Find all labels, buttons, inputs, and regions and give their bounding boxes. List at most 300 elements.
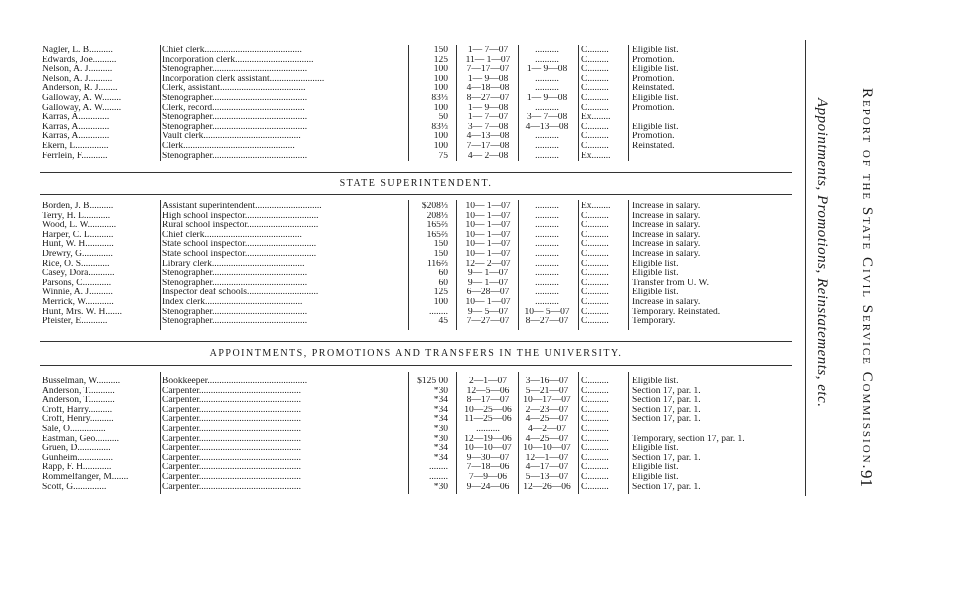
horizontal-rule — [40, 172, 792, 173]
date-cell: 4—17—07 — [525, 463, 569, 473]
table-row — [40, 240, 790, 250]
status-cell: C......... — [581, 453, 609, 463]
table-row — [40, 132, 790, 142]
table-row — [40, 212, 790, 222]
name-cell: Edwards, Joe.......... — [42, 55, 117, 65]
position-cell: Vault clerk......................................... — [162, 132, 301, 142]
name-cell: Ferrlein, F........... — [42, 151, 108, 161]
salary-cell: *34 — [433, 444, 448, 454]
position-cell: Carpenter........................................... — [162, 463, 302, 473]
remarks-cell: Eligible list. — [632, 259, 679, 269]
salary-cell: 165⅔ — [426, 230, 448, 240]
name-cell: Scott, G.............. — [42, 482, 107, 492]
date-cell: 7—9—06 — [469, 472, 507, 482]
date-cell: .......... — [476, 424, 500, 434]
remarks-cell: Eligible list. — [632, 444, 679, 454]
salary-cell: *30 — [433, 482, 448, 492]
position-cell: Carpenter........................................... — [162, 444, 302, 454]
date-cell: 10— 5—07 — [524, 307, 570, 317]
table-row — [40, 250, 790, 260]
remarks-cell: Eligible list. — [632, 377, 679, 386]
position-cell: Inspector deaf schools.............................. — [162, 288, 319, 298]
name-cell: Croft, Henry.......... — [42, 415, 114, 425]
position-cell: Chief clerk......................................... — [162, 230, 302, 240]
salary-cell: 60 — [438, 278, 448, 288]
table-row — [40, 260, 790, 270]
status-cell: C......... — [581, 249, 609, 259]
salary-cell: 100 — [433, 297, 448, 307]
salary-cell: $208⅓ — [421, 202, 448, 211]
status-cell: C......... — [581, 122, 609, 132]
salary-cell: 100 — [433, 74, 448, 84]
date-cell: 11— 1—07 — [465, 55, 511, 65]
remarks-cell: Eligible list. — [632, 269, 679, 279]
date-cell: 9— 1—07 — [467, 278, 509, 288]
table-row — [40, 317, 790, 327]
date-cell: .......... — [535, 211, 559, 221]
status-cell: C......... — [581, 132, 609, 142]
salary-cell: 165⅔ — [426, 221, 448, 231]
position-cell: Rural school inspector.............................. — [162, 221, 319, 231]
name-cell: Pfeister, E........... — [42, 317, 108, 327]
remarks-cell: Increase in salary. — [632, 211, 701, 221]
position-cell: Clerk, record....................................... — [162, 103, 305, 113]
salary-cell: *34 — [433, 415, 448, 425]
status-cell: C......... — [581, 386, 609, 396]
date-cell: .......... — [535, 151, 559, 161]
salary-cell: *30 — [433, 434, 448, 444]
salary-cell: *30 — [433, 424, 448, 434]
remarks-cell: Reinstated. — [632, 141, 675, 151]
remarks-cell: Eligible list. — [632, 46, 679, 55]
position-cell: Stenographer........................................ — [162, 93, 308, 103]
date-cell: .......... — [535, 288, 559, 298]
table-row — [40, 425, 790, 435]
position-cell: Chief clerk......................................... — [162, 46, 302, 55]
name-cell: Winnie, A. J.......... — [42, 288, 113, 298]
position-cell: Carpenter........................................... — [162, 415, 302, 425]
position-cell: Stenographer........................................ — [162, 307, 308, 317]
position-cell: Bookkeeper.......................................... — [162, 377, 308, 386]
table-row — [40, 483, 790, 493]
remarks-cell: Eligible list. — [632, 472, 679, 482]
date-cell: 1— 9—08 — [526, 93, 568, 103]
date-cell: .......... — [535, 103, 559, 113]
table-section — [40, 377, 790, 492]
table-row — [40, 279, 790, 289]
name-cell: Gruen, D.............. — [42, 444, 111, 454]
remarks-cell: Section 17, par. 1. — [632, 415, 701, 425]
status-cell: C......... — [581, 463, 609, 473]
report-title: Report of the State Civil Service Commission. — [859, 88, 875, 471]
date-cell: 1— 7—07 — [467, 46, 509, 55]
name-cell: Anderson, T........... — [42, 396, 115, 406]
position-cell: Stenographer........................................ — [162, 113, 308, 123]
date-cell: 4—13—08 — [466, 132, 510, 142]
remarks-cell: Promotion. — [632, 74, 675, 84]
date-cell: 9— 5—07 — [467, 307, 509, 317]
salary-cell: 83⅓ — [431, 122, 448, 132]
status-cell: C......... — [581, 211, 609, 221]
date-cell: 10— 1—07 — [465, 211, 511, 221]
salary-cell: 45 — [438, 317, 448, 327]
position-cell: Carpenter........................................... — [162, 434, 302, 444]
salary-cell: *30 — [433, 386, 448, 396]
remarks-cell: Reinstated. — [632, 84, 675, 94]
name-cell: Harper, C. L.......... — [42, 230, 114, 240]
date-cell: 1— 9—08 — [467, 74, 509, 84]
position-cell: Carpenter........................................... — [162, 396, 302, 406]
name-cell: Anderson, T........... — [42, 386, 115, 396]
status-cell: C......... — [581, 259, 609, 269]
name-cell: Galloway, A. W........ — [42, 103, 122, 113]
table-row — [40, 231, 790, 241]
name-cell: Hunt, W. H............ — [42, 240, 114, 250]
salary-cell: *34 — [433, 405, 448, 415]
date-cell: 7—18—06 — [466, 463, 510, 473]
date-cell: 4—2—07 — [528, 424, 566, 434]
table-row — [40, 377, 790, 387]
status-cell: C......... — [581, 482, 609, 492]
remarks-cell: Eligible list. — [632, 463, 679, 473]
salary-cell: *34 — [433, 396, 448, 406]
table-row — [40, 415, 790, 425]
remarks-cell: Promotion. — [632, 55, 675, 65]
date-cell: 8—17—07 — [466, 396, 510, 406]
name-cell: Ekern, L.............. — [42, 141, 109, 151]
date-cell: 12—19—06 — [464, 434, 512, 444]
name-cell: Borden, J. B.......... — [42, 202, 114, 211]
date-cell: .......... — [535, 74, 559, 84]
salary-cell: 125 — [433, 55, 448, 65]
name-cell: Drewry, G............. — [42, 249, 113, 259]
table-row — [40, 444, 790, 454]
status-cell: C......... — [581, 307, 609, 317]
date-cell: 10—17—07 — [523, 396, 571, 406]
date-cell: 12— 2—07 — [465, 259, 511, 269]
date-cell: .......... — [535, 259, 559, 269]
table-row — [40, 65, 790, 75]
date-cell: .......... — [535, 230, 559, 240]
table-row — [40, 473, 790, 483]
table-row — [40, 308, 790, 318]
table-row — [40, 142, 790, 152]
name-cell: Galloway, A. W........ — [42, 93, 122, 103]
date-cell: 9—24—06 — [466, 482, 510, 492]
status-cell: C......... — [581, 269, 609, 279]
date-cell: 9—30—07 — [466, 453, 510, 463]
date-cell: .......... — [535, 202, 559, 211]
status-cell: Ex........ — [581, 151, 611, 161]
status-cell: C......... — [581, 55, 609, 65]
name-cell: Rapp, F. H............ — [42, 463, 112, 473]
status-cell: C......... — [581, 377, 609, 386]
remarks-cell: Increase in salary. — [632, 221, 701, 231]
date-cell: .......... — [535, 46, 559, 55]
status-cell: C......... — [581, 415, 609, 425]
remarks-cell: Section 17, par. 1. — [632, 453, 701, 463]
position-cell: Carpenter........................................... — [162, 386, 302, 396]
table-row — [40, 152, 790, 162]
name-cell: Karras, A............. — [42, 113, 110, 123]
table-row — [40, 123, 790, 133]
salary-cell: 75 — [438, 151, 448, 161]
remarks-cell: Eligible list. — [632, 288, 679, 298]
date-cell: 2—23—07 — [525, 405, 569, 415]
table-subtitle: Appointments, Promotions, Reinstatements, etc. — [814, 98, 830, 408]
name-cell: Anderson, R. J........ — [42, 84, 118, 94]
section-heading: STATE SUPERINTENDENT. — [339, 178, 493, 189]
name-cell: Busselman, W.......... — [42, 377, 121, 386]
position-cell: Clerk............................................... — [162, 141, 295, 151]
status-cell: C......... — [581, 74, 609, 84]
table-row — [40, 75, 790, 85]
table-row — [40, 46, 790, 56]
name-cell: Croft, Harry.......... — [42, 405, 113, 415]
remarks-cell: Temporary. — [632, 317, 676, 327]
table-section — [40, 202, 790, 327]
table-row — [40, 269, 790, 279]
remarks-cell: Promotion. — [632, 103, 675, 113]
date-cell: 1— 9—08 — [467, 103, 509, 113]
date-cell: 2—1—07 — [469, 377, 507, 386]
date-cell: 12—1—07 — [525, 453, 569, 463]
position-cell: Carpenter........................................... — [162, 472, 302, 482]
salary-cell: 50 — [438, 113, 448, 123]
date-cell: 10—10—07 — [464, 444, 512, 454]
position-cell: Carpenter........................................... — [162, 482, 302, 492]
salary-cell: 150 — [433, 240, 448, 250]
salary-cell: 100 — [433, 103, 448, 113]
position-cell: State school inspector.............................. — [162, 249, 317, 259]
position-cell: Carpenter........................................... — [162, 424, 302, 434]
salary-cell: 116⅔ — [426, 259, 448, 269]
date-cell: 9— 1—07 — [467, 269, 509, 279]
remarks-cell: Temporary. Reinstated. — [632, 307, 721, 317]
position-cell: Incorporation clerk assistant....................... — [162, 74, 325, 84]
status-cell: C......... — [581, 65, 609, 75]
status-cell: C......... — [581, 46, 609, 55]
name-cell: Karras, A............. — [42, 132, 110, 142]
position-cell: Stenographer........................................ — [162, 269, 308, 279]
table-row — [40, 94, 790, 104]
salary-cell: ........ — [429, 463, 448, 473]
status-cell: C......... — [581, 405, 609, 415]
remarks-cell: Section 17, par. 1. — [632, 386, 701, 396]
remarks-cell: Increase in salary. — [632, 249, 701, 259]
date-cell: 5—13—07 — [525, 472, 569, 482]
date-cell: 10—25—06 — [464, 405, 512, 415]
remarks-cell: Increase in salary. — [632, 202, 701, 211]
date-cell: 7—27—07 — [466, 317, 510, 327]
position-cell: Assistant superintendent............................ — [162, 202, 322, 211]
date-cell: 12—5—06 — [466, 386, 510, 396]
salary-cell: ........ — [429, 307, 448, 317]
section-heading: APPOINTMENTS, PROMOTIONS AND TRANSFERS IN THE UNIVERSITY. — [209, 348, 623, 359]
name-cell: Rice, O. S............ — [42, 259, 110, 269]
salary-cell: 83⅓ — [431, 93, 448, 103]
position-cell: Stenographer........................................ — [162, 151, 308, 161]
table-row — [40, 84, 790, 94]
status-cell: C......... — [581, 317, 609, 327]
remarks-cell: Section 17, par. 1. — [632, 405, 701, 415]
remarks-cell: Eligible list. — [632, 122, 679, 132]
date-cell: .......... — [535, 221, 559, 231]
name-cell: Nelson, A. J.......... — [42, 65, 113, 75]
date-cell: .......... — [535, 132, 559, 142]
date-cell: 10— 1—07 — [465, 221, 511, 231]
name-cell: Parsons, C............ — [42, 278, 112, 288]
remarks-cell: Increase in salary. — [632, 230, 701, 240]
date-cell: .......... — [535, 141, 559, 151]
salary-cell: 100 — [433, 141, 448, 151]
name-cell: Wood, L. W............ — [42, 221, 117, 231]
date-cell: 4—18—08 — [466, 84, 510, 94]
status-cell: C......... — [581, 444, 609, 454]
date-cell: .......... — [535, 84, 559, 94]
name-cell: Nagler, L. B.......... — [42, 46, 113, 55]
position-cell: Index clerk......................................... — [162, 297, 303, 307]
date-cell: 5—21—07 — [525, 386, 569, 396]
remarks-cell: Section 17, par. 1. — [632, 482, 701, 492]
salary-cell: ........ — [429, 472, 448, 482]
table-row — [40, 221, 790, 231]
date-cell: 4—13—08 — [525, 122, 569, 132]
name-cell: Eastman, Geo.......... — [42, 434, 120, 444]
status-cell: C......... — [581, 424, 609, 434]
status-cell: C......... — [581, 221, 609, 231]
name-cell: Karras, A............. — [42, 122, 110, 132]
table-row — [40, 454, 790, 464]
table-row — [40, 56, 790, 66]
position-cell: State school inspector.............................. — [162, 240, 317, 250]
position-cell: Stenographer........................................ — [162, 65, 308, 75]
date-cell: 10— 1—07 — [465, 230, 511, 240]
status-cell: C......... — [581, 93, 609, 103]
date-cell: 10—10—07 — [523, 444, 571, 454]
position-cell: Carpenter........................................... — [162, 405, 302, 415]
status-cell: C......... — [581, 103, 609, 113]
position-cell: Stenographer........................................ — [162, 317, 308, 327]
name-cell: Merrick, W............ — [42, 297, 114, 307]
margin-rule — [805, 40, 806, 496]
remarks-cell: Eligible list. — [632, 93, 679, 103]
horizontal-rule — [40, 365, 792, 366]
salary-cell: $125 00 — [417, 377, 448, 386]
date-cell: 4— 2—08 — [467, 151, 509, 161]
remarks-cell: Temporary, section 17, par. 1. — [632, 434, 745, 444]
status-cell: Ex........ — [581, 202, 611, 211]
remarks-cell: Increase in salary. — [632, 297, 701, 307]
status-cell: C......... — [581, 84, 609, 94]
status-cell: C......... — [581, 434, 609, 444]
date-cell: 10— 1—07 — [465, 202, 511, 211]
table-row — [40, 104, 790, 114]
date-cell: 12—26—06 — [523, 482, 571, 492]
table-row — [40, 463, 790, 473]
date-cell: 7—17—08 — [466, 141, 510, 151]
position-cell: Carpenter........................................... — [162, 453, 302, 463]
date-cell: 7—17—07 — [466, 65, 510, 75]
salary-cell: 150 — [433, 46, 448, 55]
status-cell: C......... — [581, 396, 609, 406]
date-cell: 1— 7—07 — [467, 113, 509, 123]
date-cell: 10— 1—07 — [465, 297, 511, 307]
table-row — [40, 298, 790, 308]
status-cell: C......... — [581, 278, 609, 288]
status-cell: C......... — [581, 297, 609, 307]
status-cell: C......... — [581, 230, 609, 240]
date-cell: 8—27—07 — [466, 93, 510, 103]
table-row — [40, 113, 790, 123]
remarks-cell: Promotion. — [632, 132, 675, 142]
salary-cell: 100 — [433, 65, 448, 75]
date-cell: 10— 1—07 — [465, 240, 511, 250]
table-row — [40, 396, 790, 406]
table-section — [40, 46, 790, 161]
name-cell: Rommelfanger, M....... — [42, 472, 129, 482]
salary-cell: 60 — [438, 269, 448, 279]
name-cell: Nelson, A. J.......... — [42, 74, 113, 84]
remarks-cell: Eligible list. — [632, 65, 679, 75]
date-cell: 8—27—07 — [525, 317, 569, 327]
position-cell: Incorporation clerk................................. — [162, 55, 314, 65]
date-cell: 10— 1—07 — [465, 249, 511, 259]
name-cell: Hunt, Mrs. W. H....... — [42, 307, 122, 317]
status-cell: C......... — [581, 240, 609, 250]
salary-cell: 125 — [433, 288, 448, 298]
date-cell: 3—16—07 — [525, 377, 569, 386]
remarks-cell: Transfer from U. W. — [632, 278, 709, 288]
page-number: 91 — [857, 470, 876, 487]
salary-cell: 100 — [433, 84, 448, 94]
name-cell: Terry, H. L........... — [42, 211, 111, 221]
date-cell: 4—25—07 — [525, 434, 569, 444]
date-cell: .......... — [535, 55, 559, 65]
date-cell: .......... — [535, 240, 559, 250]
date-cell: 4—25—07 — [525, 415, 569, 425]
salary-cell: 208⅓ — [426, 211, 448, 221]
table-row — [40, 288, 790, 298]
name-cell: Gunheim............... — [42, 453, 113, 463]
date-cell: .......... — [535, 297, 559, 307]
remarks-cell: Increase in salary. — [632, 240, 701, 250]
salary-cell: 150 — [433, 249, 448, 259]
position-cell: Stenographer........................................ — [162, 278, 308, 288]
date-cell: 3— 7—08 — [526, 113, 568, 123]
horizontal-rule — [40, 341, 792, 342]
salary-cell: 100 — [433, 132, 448, 142]
name-cell: Sale, O............... — [42, 424, 106, 434]
status-cell: Ex........ — [581, 113, 611, 123]
date-cell: .......... — [535, 269, 559, 279]
table-row — [40, 406, 790, 416]
salary-cell: *34 — [433, 453, 448, 463]
status-cell: C......... — [581, 288, 609, 298]
position-cell: Clerk, assistant.................................... — [162, 84, 306, 94]
remarks-cell: Section 17, par. 1. — [632, 396, 701, 406]
status-cell: C......... — [581, 141, 609, 151]
date-cell: 11—25—06 — [464, 415, 512, 425]
date-cell: 1— 9—08 — [526, 65, 568, 75]
date-cell: .......... — [535, 278, 559, 288]
position-cell: Library clerk....................................... — [162, 259, 305, 269]
horizontal-rule — [40, 194, 792, 195]
date-cell: 3— 7—08 — [467, 122, 509, 132]
table-row — [40, 435, 790, 445]
name-cell: Casey, Dora........... — [42, 269, 115, 279]
table-row — [40, 387, 790, 397]
